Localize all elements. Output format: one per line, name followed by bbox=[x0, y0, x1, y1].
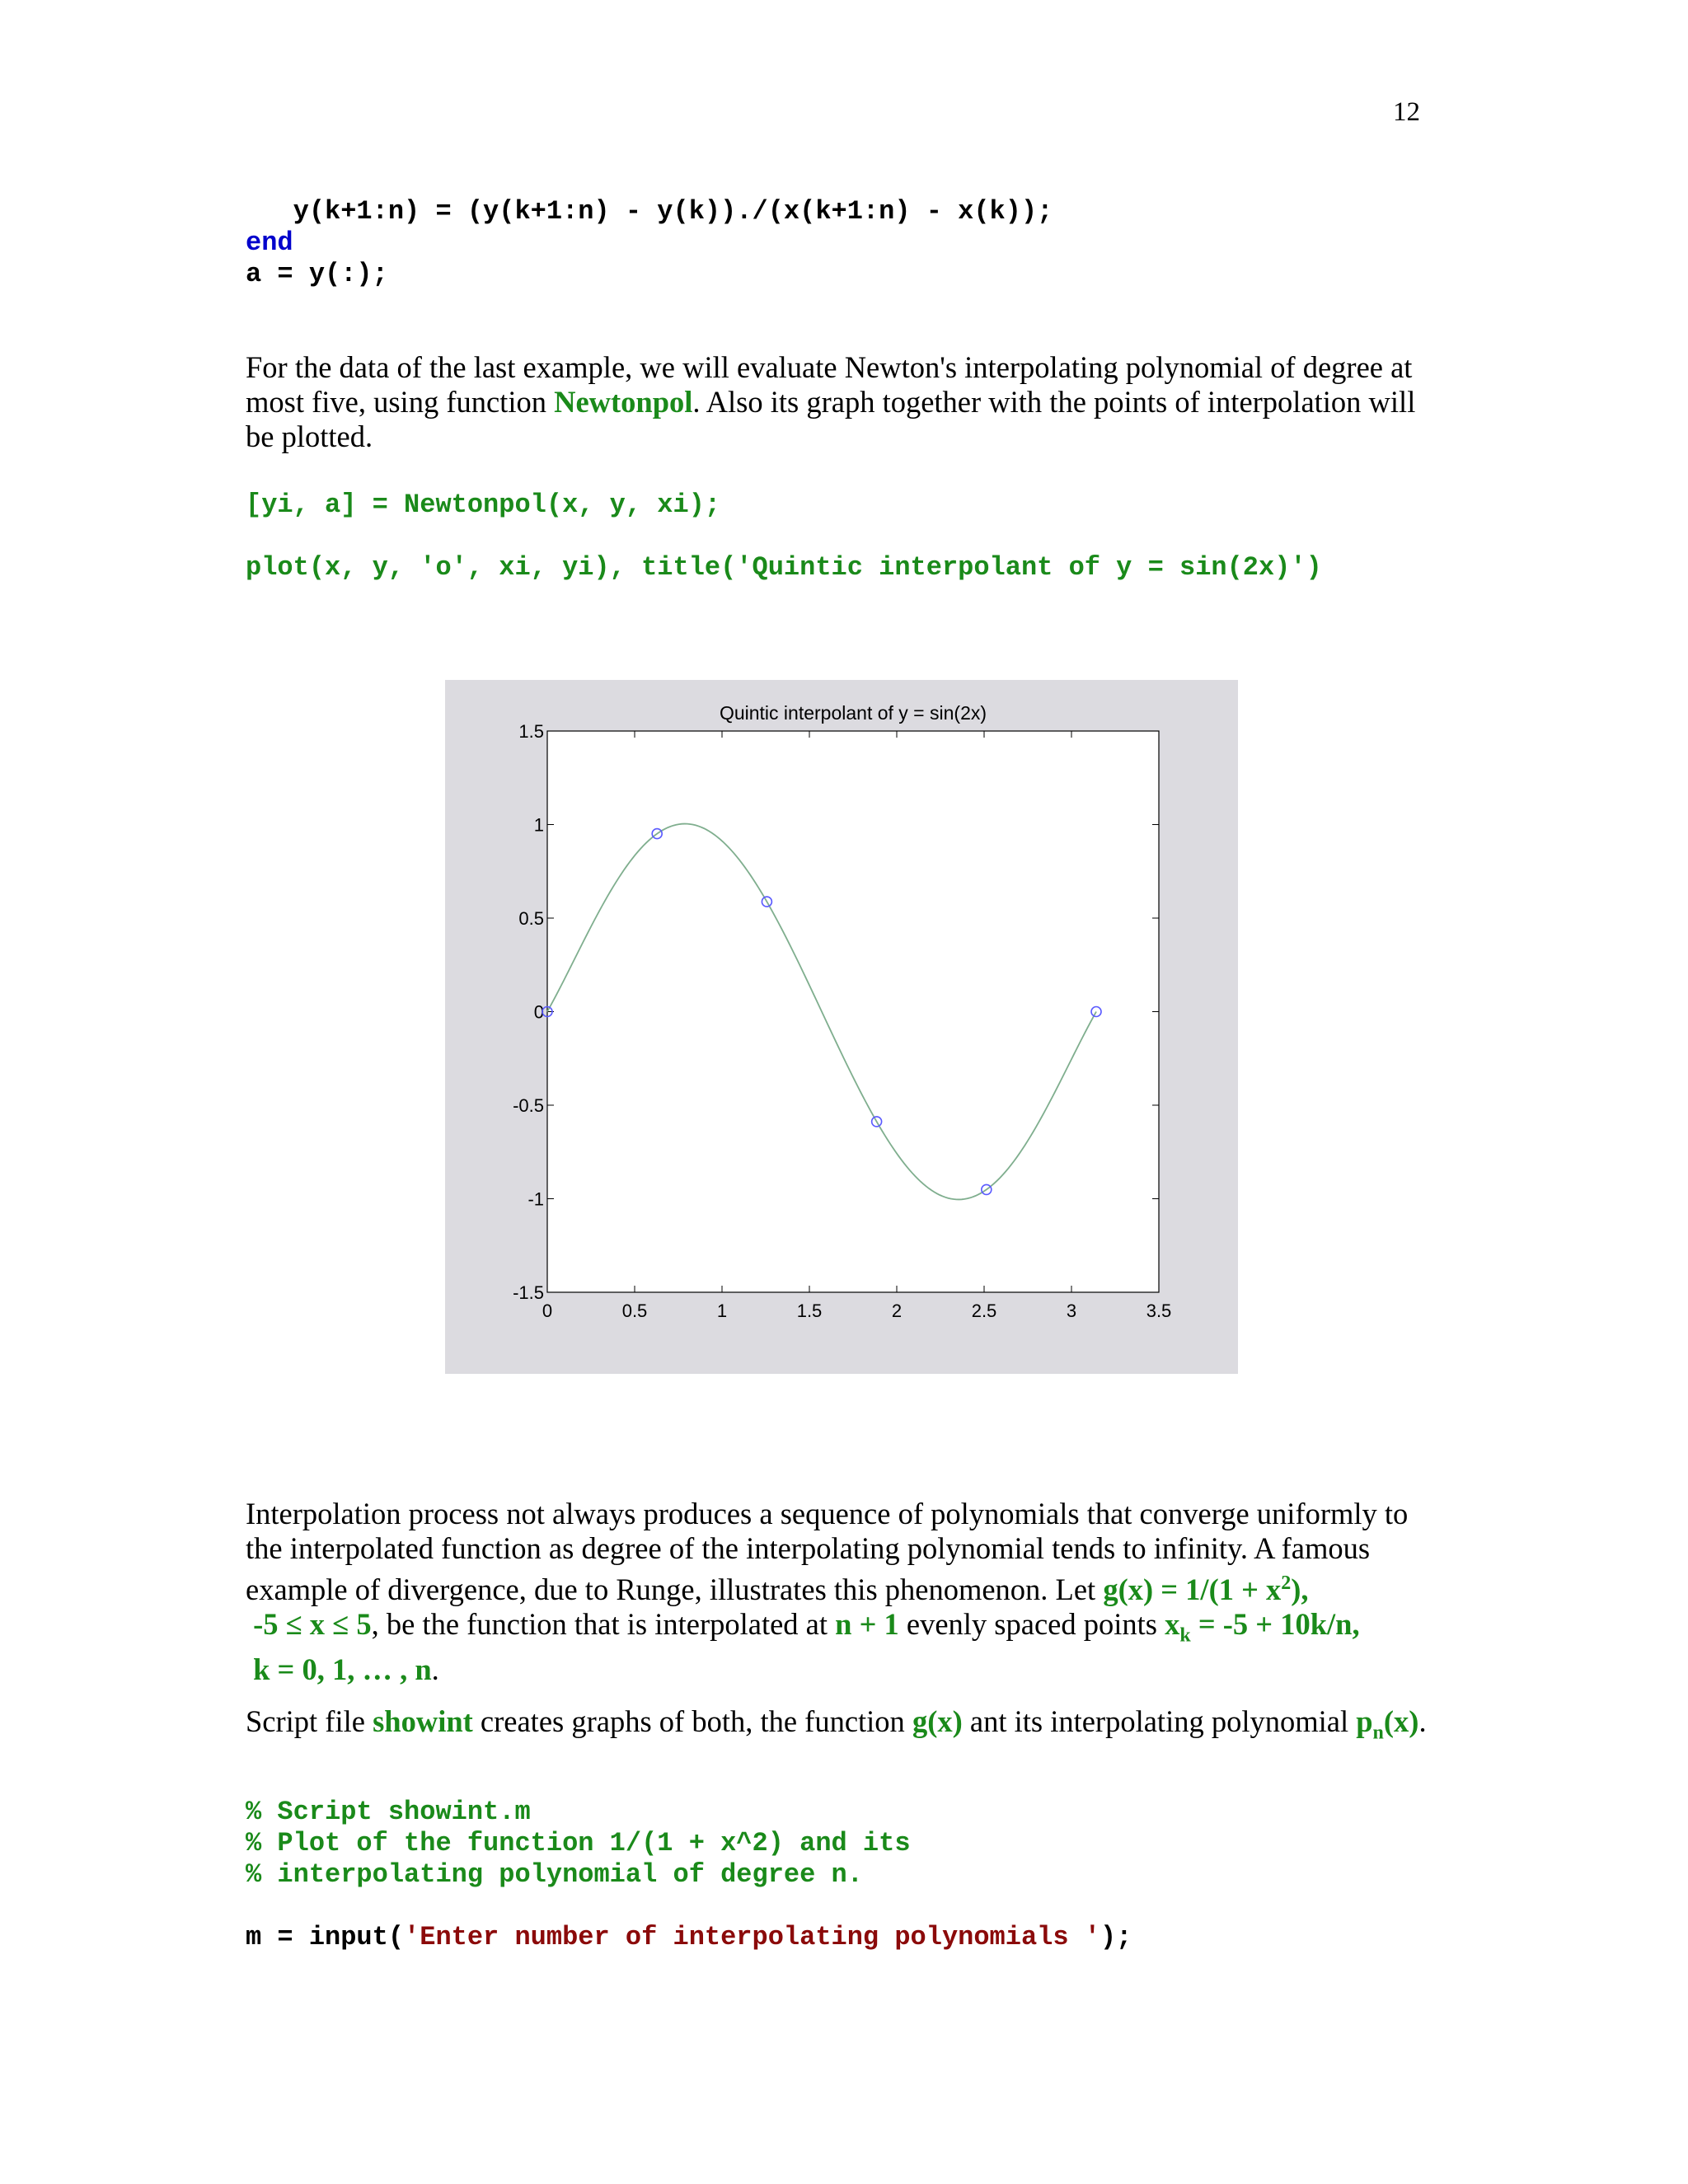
plot-area bbox=[547, 731, 1159, 1292]
text: Script file bbox=[246, 1704, 373, 1738]
formula-xk bbox=[1165, 1607, 1360, 1647]
x-tick-label: 0 bbox=[542, 1301, 553, 1321]
formula-pn bbox=[1356, 1704, 1419, 1744]
y-tick-label: 1 bbox=[533, 814, 544, 836]
code-comment: % Script showint.m bbox=[246, 1797, 531, 1827]
y-tick-label: 1.5 bbox=[518, 721, 544, 742]
subscript: n bbox=[1372, 1722, 1384, 1744]
code-string: 'Enter number of interpolating polynomials ' bbox=[404, 1922, 1100, 1952]
x-tick-label: 1 bbox=[716, 1301, 728, 1321]
text: Interpolation process not always produces a sequence of polynomials that converge uniformly to the interpolated function as degree of the interpolating polynomial tends to infinity. A famous example of divergence, due to Runge, illustrates this phenomenon. Let bbox=[246, 1497, 1409, 1607]
chart-title: Quintic interpolant of y = sin(2x) bbox=[719, 702, 987, 724]
y-tick-label: 0 bbox=[533, 1001, 544, 1023]
x-tick-label: 1.5 bbox=[796, 1301, 823, 1321]
formula-part: (x) bbox=[1383, 1704, 1419, 1738]
function-name-newtonpol: Newtonpol bbox=[554, 385, 693, 419]
formula-part: ), bbox=[1291, 1572, 1309, 1607]
code-comment: % Plot of the function 1/(1 + x^2) and its bbox=[246, 1828, 911, 1858]
x-tick-label: 0.5 bbox=[621, 1301, 648, 1321]
text: ant its interpolating polynomial bbox=[962, 1704, 1357, 1738]
formula-k-range: k = 0, 1, … , n bbox=[253, 1652, 432, 1687]
code-line-newtonpol-call: [yi, a] = Newtonpol(x, y, xi); bbox=[246, 490, 721, 520]
code-part: ); bbox=[1100, 1922, 1132, 1952]
formula-part: = -5 + 10k/n, bbox=[1190, 1607, 1360, 1642]
y-tick-label: -1 bbox=[528, 1188, 544, 1210]
code-line: a = y(:); bbox=[246, 259, 388, 289]
x-tick-label: 2 bbox=[891, 1301, 903, 1321]
formula-part: g(x) = 1/(1 + x bbox=[1103, 1572, 1282, 1607]
text: creates graphs of both, the function bbox=[472, 1704, 912, 1738]
paragraph-runge bbox=[246, 1497, 1432, 1687]
formula-range: -5 ≤ x ≤ 5 bbox=[253, 1607, 372, 1642]
code-keyword-end: end bbox=[246, 227, 293, 258]
x-tick-label: 3.5 bbox=[1146, 1301, 1172, 1321]
text: evenly spaced points bbox=[898, 1607, 1165, 1642]
y-tick-label: -1.5 bbox=[513, 1282, 544, 1303]
formula-part: x bbox=[1165, 1607, 1180, 1642]
function-name-showint: showint bbox=[373, 1704, 473, 1738]
text: , be the function that is interpolated at bbox=[371, 1607, 836, 1642]
subscript: k bbox=[1179, 1624, 1191, 1647]
text: . bbox=[1418, 1704, 1427, 1738]
y-tick-label: 0.5 bbox=[518, 908, 544, 929]
code-line-input bbox=[246, 1922, 1132, 1953]
code-part: m = input( bbox=[246, 1922, 405, 1952]
formula-part: p bbox=[1356, 1704, 1373, 1738]
formula-g-ref: g(x) bbox=[912, 1704, 963, 1738]
formula-g bbox=[1103, 1572, 1308, 1606]
code-line: y(k+1:n) = (y(k+1:n) - y(k))./(x(k+1:n) - x(k)); bbox=[246, 196, 1053, 227]
formula-n-plus-1: n + 1 bbox=[835, 1607, 899, 1642]
text: . bbox=[431, 1652, 439, 1687]
y-tick-label: -0.5 bbox=[513, 1095, 544, 1116]
paragraph-newton bbox=[246, 350, 1432, 454]
x-tick-label: 3 bbox=[1066, 1301, 1077, 1321]
code-block-bottom bbox=[246, 1797, 1132, 1953]
chart bbox=[445, 680, 1238, 1374]
code-block-mid bbox=[246, 490, 1322, 583]
text: . Also its graph together with the points of interpolation will be plotted. bbox=[246, 385, 1416, 453]
code-comment: % interpolating polynomial of degree n. bbox=[246, 1859, 863, 1890]
code-line-plot-call: plot(x, y, 'o', xi, yi), title('Quintic interpolant of y = sin(2x)') bbox=[246, 552, 1322, 583]
x-tick-label: 2.5 bbox=[971, 1301, 997, 1321]
figure-frame bbox=[445, 680, 1238, 1374]
superscript: 2 bbox=[1281, 1572, 1292, 1594]
paragraph-showint bbox=[246, 1704, 1449, 1750]
page-number: 12 bbox=[1393, 97, 1420, 127]
text: For the data of the last example, we will evaluate Newton's interpolating polynomial of degree at most five, using function bbox=[246, 350, 1413, 419]
code-block-top bbox=[246, 196, 1053, 290]
